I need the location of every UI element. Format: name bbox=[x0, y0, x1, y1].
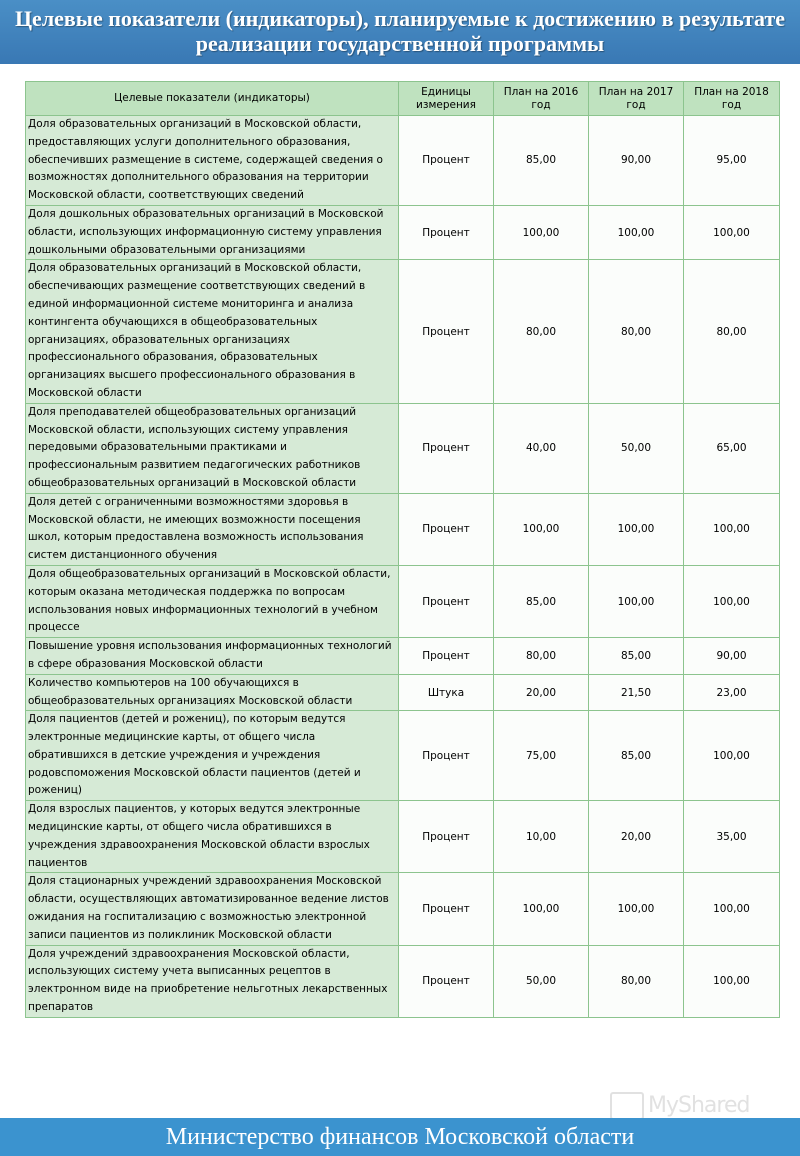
table-row bbox=[26, 674, 780, 711]
header-indicator: Целевые показатели (индикаторы) bbox=[26, 82, 399, 116]
indicator-cell: Доля образовательных организаций в Московской области, предоставляющих услуги дополнительного образования, обеспечивших размещение в системе, содержащей сведения о возможностях дополнительного образования на территории Московской области, соответствующих сведений bbox=[26, 116, 399, 206]
header-plan-2018: План на 2018 год bbox=[684, 82, 780, 116]
plan-2017-cell: 100,00 bbox=[589, 493, 684, 565]
plan-2016-cell: 20,00 bbox=[494, 674, 589, 711]
plan-2017-cell: 80,00 bbox=[589, 945, 684, 1017]
plan-2016-cell: 75,00 bbox=[494, 711, 589, 801]
indicator-cell: Доля образовательных организаций в Московской области, обеспечивающих размещение соответствующих сведений в единой информационной системе мониторинга и анализа контингента обучающихся в общеобразовательных организациях, образовательных организациях профессионального образования, образовательных организациях высшего профессионального образования в Московской области bbox=[26, 260, 399, 403]
watermark bbox=[610, 1092, 749, 1120]
plan-2016-cell: 85,00 bbox=[494, 565, 589, 637]
table-row bbox=[26, 638, 780, 675]
plan-2017-cell: 85,00 bbox=[589, 638, 684, 675]
plan-2018-cell: 100,00 bbox=[684, 945, 780, 1017]
indicator-cell: Повышение уровня использования информационных технологий в сфере образования Московской области bbox=[26, 638, 399, 675]
unit-cell: Процент bbox=[399, 801, 494, 873]
indicator-cell: Доля стационарных учреждений здравоохранения Московской области, осуществляющих автоматизированное ведение листов ожидания на госпитализацию с возможностью электронной записи пациентов из поликлиник Московской области bbox=[26, 873, 399, 945]
plan-2016-cell: 80,00 bbox=[494, 638, 589, 675]
plan-2016-cell: 100,00 bbox=[494, 873, 589, 945]
watermark-text: MyShared bbox=[648, 1093, 750, 1118]
indicators-table-wrap bbox=[25, 81, 779, 1018]
plan-2017-cell: 100,00 bbox=[589, 873, 684, 945]
plan-2016-cell: 100,00 bbox=[494, 205, 589, 259]
table-row bbox=[26, 873, 780, 945]
unit-cell: Процент bbox=[399, 565, 494, 637]
header-plan-2017: План на 2017 год bbox=[589, 82, 684, 116]
indicator-cell: Доля учреждений здравоохранения Московской области, использующих систему учета выписанных рецептов в электронном виде на приобретение нельготных лекарственных препаратов bbox=[26, 945, 399, 1017]
footer-ministry: Министерство финансов Московской области bbox=[0, 1118, 800, 1156]
table-row bbox=[26, 260, 780, 403]
plan-2018-cell: 100,00 bbox=[684, 565, 780, 637]
table-row bbox=[26, 403, 780, 493]
table-row bbox=[26, 493, 780, 565]
plan-2018-cell: 100,00 bbox=[684, 205, 780, 259]
indicator-cell: Доля пациентов (детей и рожениц), по которым ведутся электронные медицинские карты, от общего числа обратившихся в детские учреждения и учреждения родовспоможения Московской области пациентов (детей и рожениц) bbox=[26, 711, 399, 801]
plan-2018-cell: 23,00 bbox=[684, 674, 780, 711]
plan-2017-cell: 20,00 bbox=[589, 801, 684, 873]
unit-cell: Процент bbox=[399, 711, 494, 801]
plan-2017-cell: 80,00 bbox=[589, 260, 684, 403]
plan-2017-cell: 50,00 bbox=[589, 403, 684, 493]
unit-cell: Процент bbox=[399, 205, 494, 259]
plan-2016-cell: 85,00 bbox=[494, 116, 589, 206]
plan-2018-cell: 95,00 bbox=[684, 116, 780, 206]
page-title: Целевые показатели (индикаторы), планируемые к достижению в результате реализации государственной программы bbox=[0, 0, 800, 64]
unit-cell: Процент bbox=[399, 638, 494, 675]
table-row bbox=[26, 565, 780, 637]
plan-2017-cell: 100,00 bbox=[589, 205, 684, 259]
watermark-logo-icon bbox=[610, 1092, 644, 1120]
unit-cell: Процент bbox=[399, 493, 494, 565]
indicator-cell: Доля детей с ограниченными возможностями здоровья в Московской области, не имеющих возможности посещения школ, которым предоставлена возможность использования систем дистанционного обучения bbox=[26, 493, 399, 565]
header-plan-2016: План на 2016 год bbox=[494, 82, 589, 116]
plan-2018-cell: 100,00 bbox=[684, 711, 780, 801]
unit-cell: Процент bbox=[399, 260, 494, 403]
plan-2017-cell: 21,50 bbox=[589, 674, 684, 711]
plan-2016-cell: 50,00 bbox=[494, 945, 589, 1017]
table-row bbox=[26, 205, 780, 259]
plan-2016-cell: 40,00 bbox=[494, 403, 589, 493]
plan-2017-cell: 100,00 bbox=[589, 565, 684, 637]
indicator-cell: Доля дошкольных образовательных организаций в Московской области, использующих информационную систему управления дошкольными образовательными организациями bbox=[26, 205, 399, 259]
table-header-row bbox=[26, 82, 780, 116]
unit-cell: Процент bbox=[399, 945, 494, 1017]
plan-2017-cell: 90,00 bbox=[589, 116, 684, 206]
unit-cell: Штука bbox=[399, 674, 494, 711]
plan-2018-cell: 80,00 bbox=[684, 260, 780, 403]
plan-2016-cell: 80,00 bbox=[494, 260, 589, 403]
indicator-cell: Доля общеобразовательных организаций в Московской области, которым оказана методическая поддержка по вопросам использования новых информационных технологий в учебном процессе bbox=[26, 565, 399, 637]
unit-cell: Процент bbox=[399, 116, 494, 206]
header-unit: Единицы измерения bbox=[399, 82, 494, 116]
indicator-cell: Доля преподавателей общеобразовательных организаций Московской области, использующих систему управления передовыми образовательными практиками и профессиональным развитием педагогических работников общеобразовательных организаций в Московской области bbox=[26, 403, 399, 493]
indicator-cell: Количество компьютеров на 100 обучающихся в общеобразовательных организациях Московской области bbox=[26, 674, 399, 711]
plan-2017-cell: 85,00 bbox=[589, 711, 684, 801]
plan-2018-cell: 35,00 bbox=[684, 801, 780, 873]
indicators-table bbox=[25, 81, 780, 1018]
table-row bbox=[26, 945, 780, 1017]
table-row bbox=[26, 711, 780, 801]
table-row bbox=[26, 116, 780, 206]
plan-2018-cell: 100,00 bbox=[684, 873, 780, 945]
plan-2018-cell: 100,00 bbox=[684, 493, 780, 565]
plan-2016-cell: 10,00 bbox=[494, 801, 589, 873]
table-row bbox=[26, 801, 780, 873]
plan-2016-cell: 100,00 bbox=[494, 493, 589, 565]
plan-2018-cell: 65,00 bbox=[684, 403, 780, 493]
indicator-cell: Доля взрослых пациентов, у которых ведутся электронные медицинские карты, от общего числа обратившихся в учреждения здравоохранения Московской области взрослых пациентов bbox=[26, 801, 399, 873]
unit-cell: Процент bbox=[399, 873, 494, 945]
plan-2018-cell: 90,00 bbox=[684, 638, 780, 675]
unit-cell: Процент bbox=[399, 403, 494, 493]
